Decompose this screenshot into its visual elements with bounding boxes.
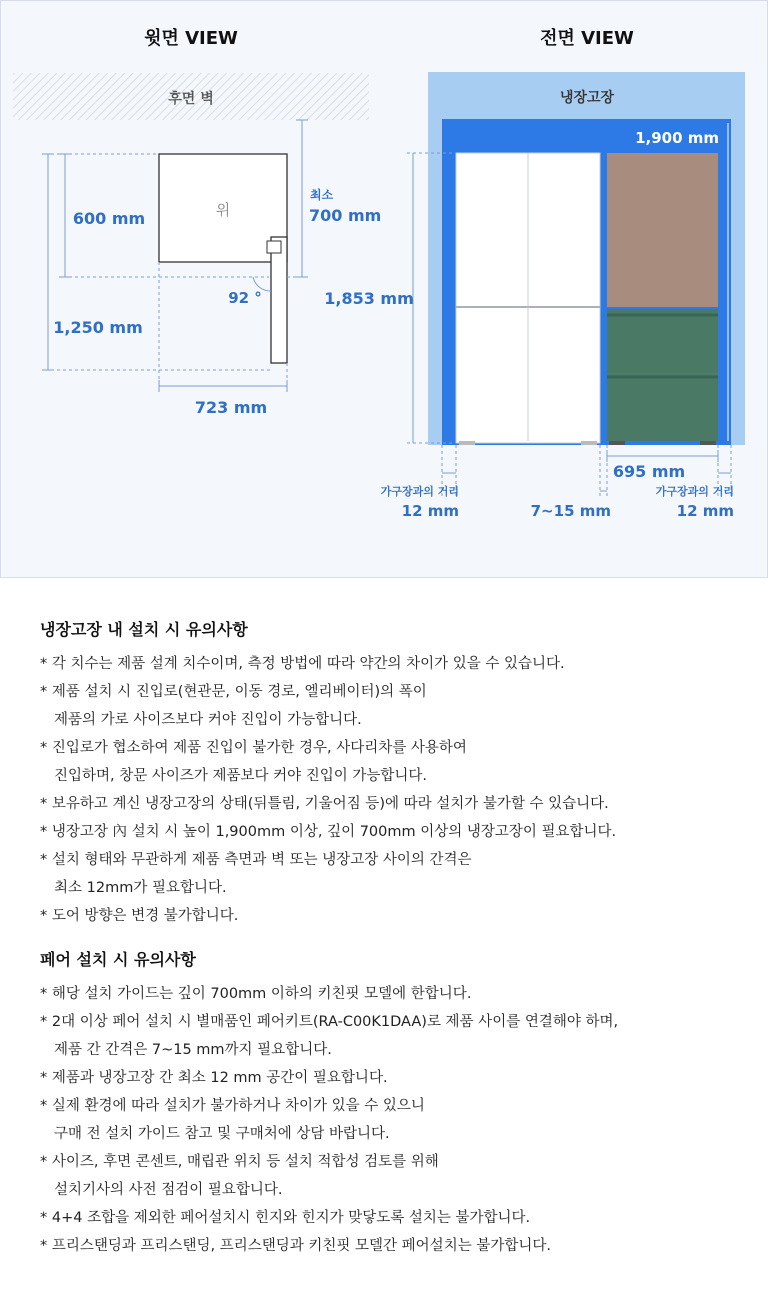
color-fridge-foot-right <box>700 441 716 445</box>
note-item: * 설치 형태와 무관하게 제품 측면과 벽 또는 냉장고장 사이의 간격은 최소 12mm가 필요합니다. <box>40 846 740 902</box>
dim-700-label: 700 mm <box>309 206 382 225</box>
angle-label: 92 ° <box>228 289 262 307</box>
note-item: * 실제 환경에 따라 설치가 불가하거나 차이가 있을 수 있으니 구매 전 설치 가이드 참고 및 구매처에 상담 바랍니다. <box>40 1092 740 1148</box>
pair-install-notes-title: 페어 설치 시 유의사항 <box>40 950 196 969</box>
cabinet-install-notes <box>40 617 740 930</box>
dim-700-min-label: 최소 <box>310 188 334 202</box>
gap-left-label: 가구장과의 거리 <box>380 485 459 498</box>
note-item: * 도어 방향은 변경 불가합니다. <box>40 902 740 930</box>
dim-1250-label: 1,250 mm <box>53 318 143 337</box>
gap-left-value: 12 mm <box>401 502 459 520</box>
top-view-title: 윗면 VIEW <box>144 28 238 49</box>
dim-1900-label: 1,900 mm <box>635 129 719 147</box>
pair-install-notes <box>40 947 740 1260</box>
green-drawer-1 <box>607 309 718 373</box>
note-item: * 제품 설치 시 진입로(현관문, 이동 경로, 엘리베이터)의 폭이 제품의 가로 사이즈보다 커야 진입이 가능합니다. <box>40 678 740 734</box>
gap-right-label: 가구장과의 거리 <box>655 485 734 498</box>
white-fridge-foot-right <box>581 441 597 445</box>
note-item: * 각 치수는 제품 설계 치수이며, 측정 방법에 따라 약간의 차이가 있을 수 있습니다. <box>40 650 740 678</box>
pair-install-notes-list <box>40 980 740 1260</box>
white-fridge-foot-left <box>459 441 475 445</box>
fridge-top-label: 위 <box>215 201 231 219</box>
note-item: * 프리스탠딩과 프리스탠딩, 프리스탠딩과 키친핏 모델간 페어설치는 불가합니다. <box>40 1232 740 1260</box>
note-item: * 제품과 냉장고장 간 최소 12 mm 공간이 필요합니다. <box>40 1064 740 1092</box>
dim-695-label: 695 mm <box>612 462 686 481</box>
note-item: * 2대 이상 페어 설치 시 별매품인 페어키트(RA-C00K1DAA)로 제품 사이를 연결해야 하며, 제품 간 간격은 7~15 mm까지 필요합니다. <box>40 1008 740 1064</box>
front-view-title: 전면 VIEW <box>540 28 634 49</box>
gap-right-value: 12 mm <box>676 502 734 520</box>
note-item: * 진입로가 협소하여 제품 진입이 불가한 경우, 사다리차를 사용하여 진입하며, 창문 사이즈가 제품보다 커야 진입이 가능합니다. <box>40 734 740 790</box>
green-drawer-2 <box>607 374 718 441</box>
installation-diagram <box>0 0 768 578</box>
cabinet-install-notes-title: 냉장고장 내 설치 시 유의사항 <box>40 620 248 639</box>
dim-1853-label: 1,853 mm <box>324 289 414 308</box>
dim-723-label: 723 mm <box>194 398 268 417</box>
dim-600-label: 600 mm <box>72 209 146 228</box>
door-hinge <box>267 241 281 253</box>
note-item: * 보유하고 계신 냉장고장의 상태(뒤틀림, 기울어짐 등)에 따라 설치가 불가할 수 있습니다. <box>40 790 740 818</box>
color-fridge-foot-left <box>609 441 625 445</box>
cabinet-install-notes-list <box>40 650 740 930</box>
note-item: * 4+4 조합을 제외한 페어설치시 힌지와 힌지가 맞닿도록 설치는 불가합니다. <box>40 1204 740 1232</box>
open-door <box>271 237 287 363</box>
note-item: * 사이즈, 후면 콘센트, 매립관 위치 등 설치 적합성 검토를 위해 설치기사의 사전 점검이 필요합니다. <box>40 1148 740 1204</box>
cabinet-label: 냉장고장 <box>559 90 615 106</box>
diagram-svg <box>1 1 768 579</box>
rear-wall-label: 후면 벽 <box>168 91 214 107</box>
note-item: * 해당 설치 가이드는 깊이 700mm 이하의 키친핏 모델에 한합니다. <box>40 980 740 1008</box>
note-item: * 냉장고장 內 설치 시 높이 1,900mm 이상, 깊이 700mm 이상의 냉장고장이 필요합니다. <box>40 818 740 846</box>
gap-mid-value: 7~15 mm <box>530 502 611 520</box>
taupe-door <box>607 153 718 307</box>
